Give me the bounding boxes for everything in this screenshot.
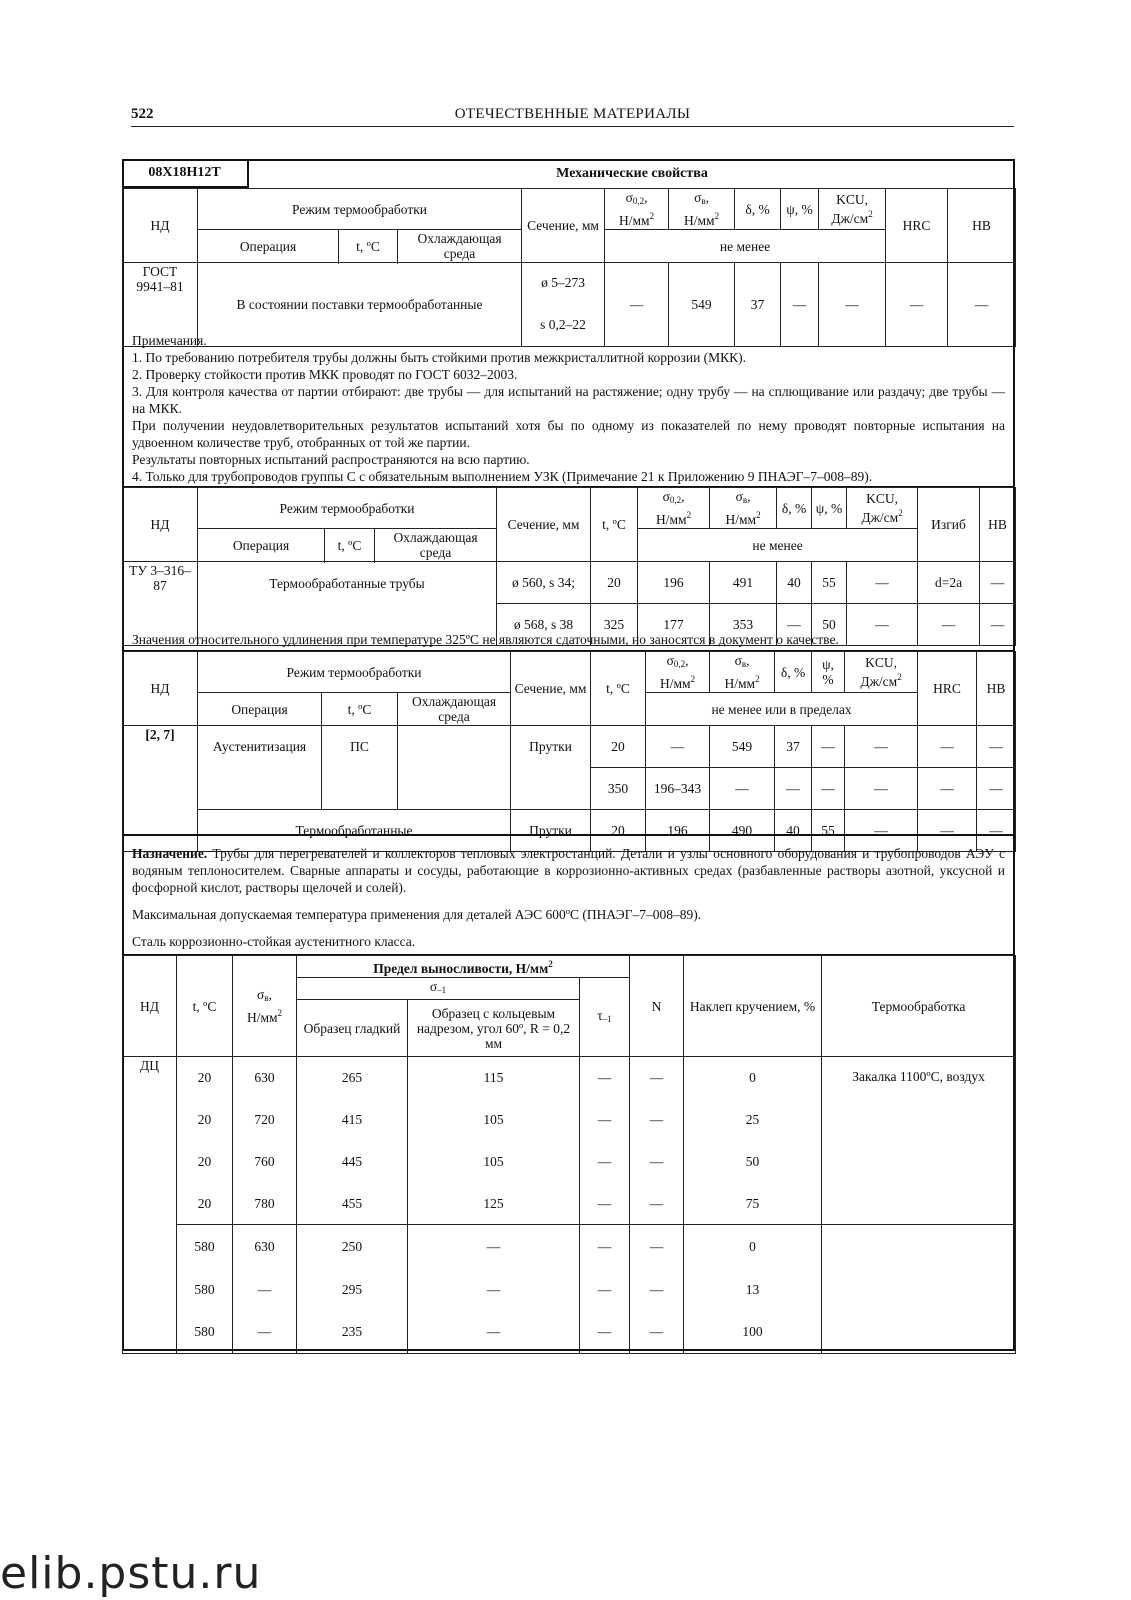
note-line: При получении неудовлетворительных результатов испытаний хотя бы по одному из показателей по нему проводят повторные испытания на удвоенном количестве труб, отобранных от той же партии. [132, 418, 1005, 450]
cell: — [918, 726, 977, 768]
cell: 177 [638, 604, 710, 646]
kcu-header: KCU, $Дж/см^2$ [847, 488, 918, 529]
cell: — [845, 726, 918, 768]
steel-class-text: Сталь коррозионно-стойкая аустенитного класса. [132, 934, 416, 949]
section-header: Сечение, мм [497, 488, 591, 562]
cooling-value [398, 726, 511, 768]
not-less-or-range-label: не менее или в пределах [646, 693, 918, 726]
psi-header: ψ, % [781, 189, 819, 230]
cell: 20 [177, 1141, 233, 1183]
operation-value: Термообработанные трубы [198, 562, 497, 646]
cell: 445 [297, 1141, 408, 1183]
cell: — [233, 1311, 297, 1354]
temp-value: ПС [322, 726, 398, 768]
cell: 580 [177, 1311, 233, 1354]
nd-header: НД [123, 189, 198, 263]
temp-header: t, ºC [325, 529, 375, 562]
cell: — [845, 768, 918, 810]
section-header: Сечение, мм [511, 652, 591, 726]
cell: — [630, 1099, 684, 1141]
cooling-header: Охлаждающая среда [398, 230, 522, 263]
not-less-label: не менее [605, 230, 886, 263]
cell: — [977, 726, 1016, 768]
cell: — [233, 1268, 297, 1311]
section-value: s 0,2–22 [522, 303, 605, 347]
hrc-header: HRC [886, 189, 948, 263]
running-title: ОТЕЧЕСТВЕННЫЕ МАТЕРИАЛЫ [454, 106, 691, 122]
cell: 20 [591, 562, 638, 604]
regime-header: Режим термообработки [198, 488, 497, 529]
temp-header: t, ºC [339, 230, 398, 263]
fatigue-title: Предел выносливости, $Н/мм^2$ [297, 956, 630, 978]
section-title: Механические свойства [249, 159, 1015, 189]
naklep-header: Наклеп кручением, % [684, 956, 822, 1057]
cell: — [408, 1225, 580, 1268]
treatment-value [822, 1225, 1016, 1354]
cell: — [580, 1183, 630, 1225]
sigma-m1-header: $\sigma_{-1}$ [297, 978, 580, 1000]
bend-header: Изгиб [918, 488, 980, 562]
cell: — [580, 1141, 630, 1183]
sigma02-value: — [605, 263, 669, 347]
nd-header: НД [123, 652, 198, 726]
cell: — [580, 1268, 630, 1311]
sigmab-header: $\sigma_в$, $Н/мм^2$ [669, 189, 735, 230]
section-value: Прутки [511, 726, 591, 768]
cell: 196 [646, 810, 710, 852]
cell: — [847, 562, 918, 604]
cell: 13 [684, 1268, 822, 1311]
cell: 353 [710, 604, 777, 646]
n-header: N [630, 956, 684, 1057]
cell: — [710, 768, 775, 810]
cell: — [845, 810, 918, 852]
delta-header: δ, % [775, 652, 812, 693]
cell: 265 [297, 1057, 408, 1099]
cell: 0 [684, 1057, 822, 1099]
hb-header: HB [977, 652, 1016, 726]
cell: 20 [591, 810, 646, 852]
cell: 75 [684, 1183, 822, 1225]
cell: — [918, 604, 980, 646]
cell: — [630, 1183, 684, 1225]
purpose-paragraph [132, 845, 1005, 896]
delta-value: 37 [735, 263, 781, 347]
cell: 235 [297, 1311, 408, 1354]
cell: 580 [177, 1268, 233, 1311]
nd-tu: ТУ 3–316–87 [123, 562, 198, 646]
note-line: Примечания. [132, 333, 207, 348]
nd-ref: [2, 7] [123, 726, 198, 852]
cell: 40 [777, 562, 812, 604]
temp-header: t, ºC [177, 956, 233, 1057]
nd-gost: ГОСТ 9941–81 [123, 263, 198, 347]
operation-value: Аустенитизация [198, 726, 322, 768]
page-number: 522 [131, 106, 154, 122]
notched-header: Образец с кольцевым надрезом, угол 60º, R = 0,2 мм [408, 1000, 580, 1057]
purpose-block [132, 845, 1005, 950]
operation-value: В состоянии поставки термообработанные [198, 263, 522, 347]
operation-value: Термообработанные [198, 810, 511, 852]
cell: — [918, 810, 977, 852]
cell: 630 [233, 1057, 297, 1099]
cell: 100 [684, 1311, 822, 1354]
sigma02-header: $\sigma_{0,2}$, $Н/мм^2$ [605, 189, 669, 230]
cell: — [918, 768, 977, 810]
cell: d=2a [918, 562, 980, 604]
cooling-value [398, 768, 511, 810]
cell: 40 [775, 810, 812, 852]
temp-header: t, ºC [322, 693, 398, 726]
separator [122, 834, 1015, 836]
cell: 20 [177, 1057, 233, 1099]
hrc-value: — [886, 263, 948, 347]
cell: 55 [812, 562, 847, 604]
cell: — [580, 1057, 630, 1099]
cell: 50 [684, 1141, 822, 1183]
table2-note: Значения относительного удлинения при температуре 325ºC не являются сдаточными, но заносятся в документ о качестве. [132, 632, 839, 647]
note-line: 2. Проверку стойкости против МКК проводят по ГОСТ 6032–2003. [132, 367, 518, 382]
kcu-value: — [819, 263, 886, 347]
cell: 37 [775, 726, 812, 768]
cell: — [630, 1268, 684, 1311]
cell: 55 [812, 810, 845, 852]
cell: — [408, 1311, 580, 1354]
cell: — [775, 768, 812, 810]
hb-value: — [948, 263, 1016, 347]
cell: 325 [591, 604, 638, 646]
fatigue-table [122, 955, 1015, 1354]
cell: 295 [297, 1268, 408, 1311]
cell: — [580, 1099, 630, 1141]
kcu-header: KCU, $Дж/см^2$ [819, 189, 886, 230]
cell: 25 [684, 1099, 822, 1141]
cell: 196–343 [646, 768, 710, 810]
cell: 20 [177, 1183, 233, 1225]
sigmab-header: $\sigma_в$, $Н/мм^2$ [710, 652, 775, 693]
hb-header: HB [980, 488, 1016, 562]
treatment-value: Закалка 1100ºC, воздух [822, 1057, 1016, 1225]
section-value: Прутки [511, 810, 591, 852]
purpose-label: Назначение. [132, 846, 208, 861]
cell: — [580, 1311, 630, 1354]
purpose-text: Трубы для перегревателей и коллекторов тепловых электростанций. Детали и узлы основного оборудования и трубопроводов АЭУ с водяным теплоносителем. Сварные аппараты и сосуды, работающие в коррозионно-активных средах (разбавленные растворы азотной, уксусной и фосфорной кислот, растворы щелочей и солей). [132, 846, 1005, 895]
cell: 115 [408, 1057, 580, 1099]
cell: — [630, 1057, 684, 1099]
cell: — [646, 726, 710, 768]
note-line: 3. Для контроля качества от партии отбирают: две трубы — для испытаний на растяжение; одну трубу — на сплющивание или раздачу; две трубы — на МКК. [132, 384, 1005, 416]
temp-value [322, 768, 398, 810]
cell: 0 [684, 1225, 822, 1268]
mech-table-3 [122, 651, 1015, 852]
delta-header: δ, % [777, 488, 812, 529]
cell: — [847, 604, 918, 646]
operation-value [198, 768, 322, 810]
cell: ø 568, s 38 [497, 604, 591, 646]
cell: — [630, 1141, 684, 1183]
cooling-header: Охлаждающая среда [398, 693, 511, 726]
cooling-header: Охлаждающая среда [375, 529, 497, 562]
regime-header: Режим термообработки [198, 652, 511, 693]
cell: 580 [177, 1225, 233, 1268]
section-header: Сечение, мм [522, 189, 605, 263]
nd-dc: ДЦ [123, 1057, 177, 1354]
temp-test-header: t, ºC [591, 652, 646, 726]
sigmab-header: $\sigma_в$, $Н/мм^2$ [233, 956, 297, 1057]
kcu-header: KCU, $Дж/см^2$ [845, 652, 918, 693]
cell: 105 [408, 1141, 580, 1183]
cell: 415 [297, 1099, 408, 1141]
cell: — [980, 604, 1016, 646]
mech-table-1 [122, 188, 1015, 347]
temp-test-header: t, ºC [591, 488, 638, 562]
cell: — [812, 726, 845, 768]
psi-header: ψ, % [812, 488, 847, 529]
notes-block [132, 332, 1005, 485]
cell: 549 [710, 726, 775, 768]
tau-header: $\tau_{-1}$ [580, 978, 630, 1057]
cell: 250 [297, 1225, 408, 1268]
operation-header: Операция [198, 693, 322, 726]
operation-header: Операция [198, 230, 339, 263]
max-temp-text: Максимальная допускаемая температура применения для деталей АЭС 600ºC (ПНАЭГ–7–008–89). [132, 907, 702, 922]
not-less-label: не менее [638, 529, 918, 562]
cell: 780 [233, 1183, 297, 1225]
sigma02-header: $\sigma_{0,2}$, $Н/мм^2$ [646, 652, 710, 693]
cell: 350 [591, 768, 646, 810]
nd-header: НД [123, 488, 198, 562]
cell: — [777, 604, 812, 646]
watermark-footer: elib.pstu.ru [0, 1548, 262, 1599]
note-line: 1. По требованию потребителя трубы должны быть стойкими против межкристаллитной коррозии (МКК). [132, 350, 747, 365]
psi-header: ψ, % [812, 652, 845, 693]
cell: 630 [233, 1225, 297, 1268]
nd-header: НД [123, 956, 177, 1057]
cell: — [580, 1225, 630, 1268]
cell: 455 [297, 1183, 408, 1225]
note-line: Результаты повторных испытаний распространяются на всю партию. [132, 452, 530, 467]
smooth-header: Образец гладкий [297, 1000, 408, 1057]
cell: ø 560, s 34; [497, 562, 591, 604]
cell: 125 [408, 1183, 580, 1225]
cell: 50 [812, 604, 847, 646]
cell: 720 [233, 1099, 297, 1141]
cell: — [980, 562, 1016, 604]
card-title-bar [122, 159, 1015, 188]
sigma02-header: $\sigma_{0,2}$, $Н/мм^2$ [638, 488, 710, 529]
cell: — [812, 768, 845, 810]
note-line: 4. Только для трубопроводов группы С с обязательным выполнением УЗК (Примечание 21 к Приложению 9 ПНАЭГ–7–008–89). [132, 469, 873, 484]
grade-label: 08Х18Н12Т [122, 159, 249, 188]
sigmab-header: $\sigma_в$, $Н/мм^2$ [710, 488, 777, 529]
cell: — [630, 1225, 684, 1268]
hrc-header: HRC [918, 652, 977, 726]
section-value: ø 5–273 [522, 263, 605, 303]
running-header [131, 104, 1014, 127]
cell: 196 [638, 562, 710, 604]
cell: 491 [710, 562, 777, 604]
cell: — [977, 768, 1016, 810]
cell: 490 [710, 810, 775, 852]
cell: — [630, 1311, 684, 1354]
operation-header: Операция [198, 529, 325, 562]
cell: 20 [177, 1099, 233, 1141]
mech-table-2 [122, 487, 1015, 646]
sigmab-value: 549 [669, 263, 735, 347]
cell: 105 [408, 1099, 580, 1141]
cell: 760 [233, 1141, 297, 1183]
delta-header: δ, % [735, 189, 781, 230]
psi-value: — [781, 263, 819, 347]
section-value [511, 768, 591, 810]
treatment-header: Термообработка [822, 956, 1016, 1057]
cell: 20 [591, 726, 646, 768]
cell: — [977, 810, 1016, 852]
hb-header: HB [948, 189, 1016, 263]
regime-header: Режим термообработки [198, 189, 522, 230]
cell: — [408, 1268, 580, 1311]
